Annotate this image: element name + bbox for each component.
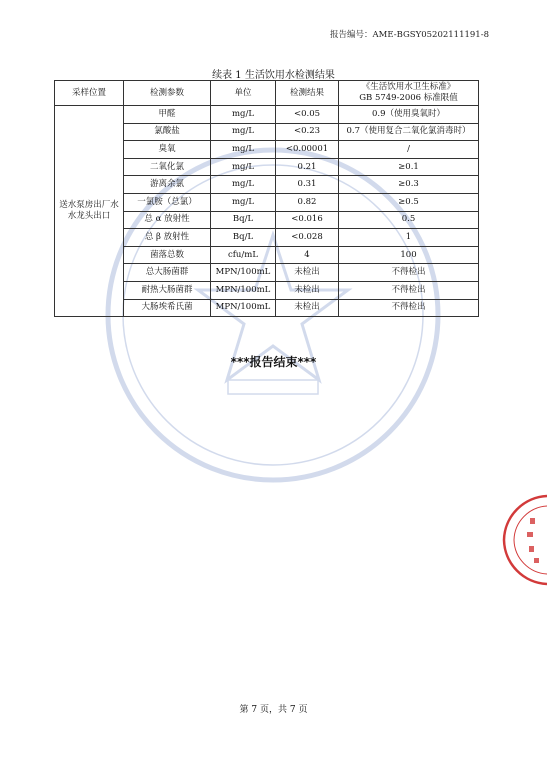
- cell-unit: mg/L: [211, 176, 276, 194]
- cell-unit: mg/L: [211, 141, 276, 159]
- header-location: 采样位置: [55, 81, 124, 106]
- red-stamp: [482, 488, 547, 588]
- cell-param: 大肠埃希氏菌: [124, 299, 211, 317]
- header-standard: [339, 81, 479, 106]
- cell-result: <0.016: [276, 211, 339, 229]
- cell-result: 0.82: [276, 193, 339, 211]
- cell-result: <0.00001: [276, 141, 339, 159]
- cell-result: 0.21: [276, 158, 339, 176]
- cell-param: 总 α 放射性: [124, 211, 211, 229]
- cell-param: 甲醛: [124, 106, 211, 124]
- cell-result: <0.23: [276, 123, 339, 141]
- cell-unit: Bq/L: [211, 229, 276, 247]
- cell-param: 臭氧: [124, 141, 211, 159]
- cell-param: 总大肠菌群: [124, 264, 211, 282]
- cell-limit: 0.7（使用复合二氧化氯消毒时）: [339, 123, 479, 141]
- cell-limit: ≥0.3: [339, 176, 479, 194]
- cell-param: 游离余氯: [124, 176, 211, 194]
- cell-result: 未检出: [276, 264, 339, 282]
- cell-unit: cfu/mL: [211, 246, 276, 264]
- header-unit: 单位: [211, 81, 276, 106]
- cell-unit: MPN/100mL: [211, 264, 276, 282]
- cell-result: 未检出: [276, 299, 339, 317]
- header-param: 检测参数: [124, 81, 211, 106]
- cell-result: 4: [276, 246, 339, 264]
- cell-unit: Bq/L: [211, 211, 276, 229]
- cell-unit: mg/L: [211, 158, 276, 176]
- table-title: 续表 1 生活饮用水检测结果: [212, 70, 335, 81]
- results-table: [54, 80, 479, 317]
- cell-limit: 0.9（使用臭氧时）: [339, 106, 479, 124]
- report-end: ***报告结束***: [230, 355, 317, 369]
- cell-unit: mg/L: [211, 123, 276, 141]
- cell-unit: MPN/100mL: [211, 299, 276, 317]
- cell-param: 耐热大肠菌群: [124, 281, 211, 299]
- report-number: 报告编号：AME-BGSY05202111191-8: [330, 30, 489, 40]
- cell-limit: /: [339, 141, 479, 159]
- cell-param: 二氧化氯: [124, 158, 211, 176]
- cell-limit: 100: [339, 246, 479, 264]
- cell-limit: ≥0.1: [339, 158, 479, 176]
- cell-limit: 不得检出: [339, 264, 479, 282]
- header-result: 检测结果: [276, 81, 339, 106]
- cell-limit: 不得检出: [339, 281, 479, 299]
- cell-param: 菌落总数: [124, 246, 211, 264]
- cell-result: <0.028: [276, 229, 339, 247]
- cell-limit: 不得检出: [339, 299, 479, 317]
- header-standard-line2: GB 5749-2006 标准限值: [359, 93, 458, 103]
- cell-param: 氯酸盐: [124, 123, 211, 141]
- cell-unit: MPN/100mL: [211, 281, 276, 299]
- header-standard-line1: 《生活饮用水卫生标准》: [361, 82, 456, 92]
- cell-unit: mg/L: [211, 106, 276, 124]
- page-footer: 第 7 页，共 7 页: [239, 705, 308, 715]
- cell-limit: ≥0.5: [339, 193, 479, 211]
- cell-location: 送水泵房出厂水水龙头出口: [55, 106, 124, 317]
- cell-limit: 0.5: [339, 211, 479, 229]
- cell-param: 总 β 放射性: [124, 229, 211, 247]
- table-header-row: [55, 81, 479, 106]
- cell-param: 一氯胺（总氯）: [124, 193, 211, 211]
- cell-result: 未检出: [276, 281, 339, 299]
- cell-result: 0.31: [276, 176, 339, 194]
- cell-result: <0.05: [276, 106, 339, 124]
- cell-unit: mg/L: [211, 193, 276, 211]
- table-row: [55, 106, 479, 124]
- cell-limit: 1: [339, 229, 479, 247]
